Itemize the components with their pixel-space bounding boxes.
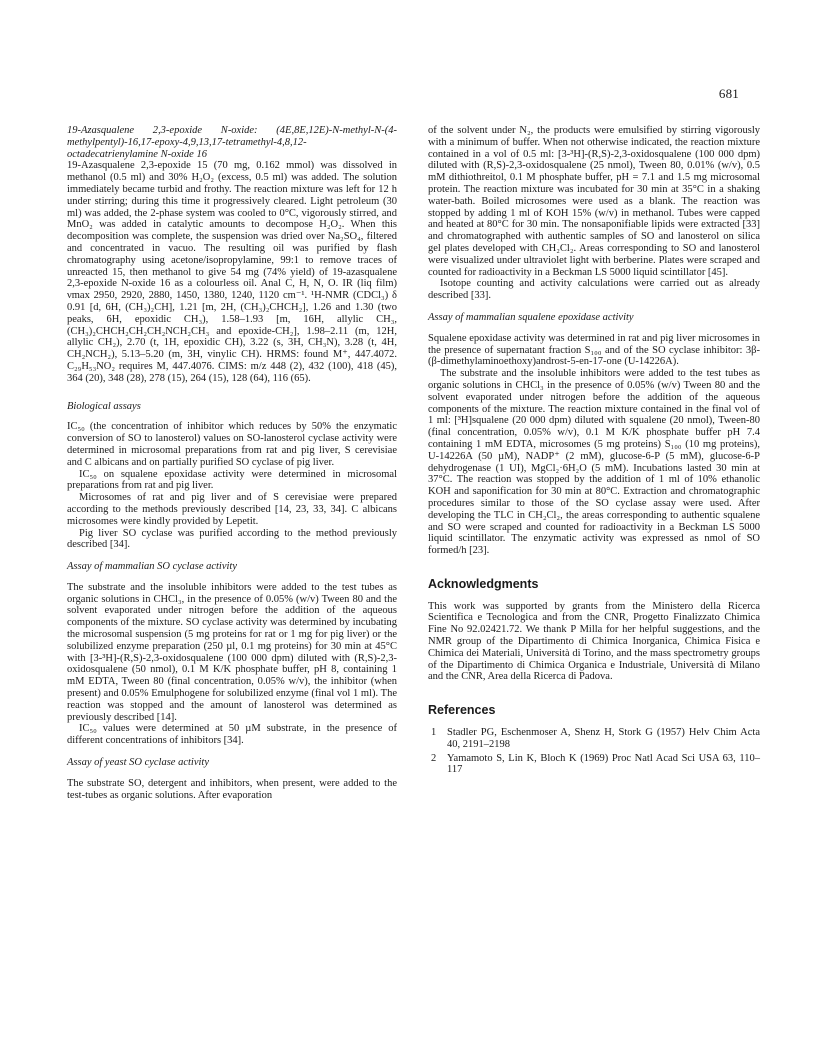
reference-text: Yamamoto S, Lin K, Bloch K (1969) Proc Natl Acad Sci USA 63, 110–117 [447, 752, 760, 776]
bio-paragraph-3: Microsomes of rat and pig liver and of S cerevisiae were prepared according to the methods previously described [14, 23, 33, 34]. C albicans microsomes were kindly provided by Lepetit. [67, 492, 397, 527]
reference-item [428, 727, 760, 751]
mammalian-cyclase-heading: Assay of mammalian SO cyclase activity [67, 561, 237, 573]
right-column [428, 125, 760, 778]
squalene-epoxidase-heading: Assay of mammalian squalene epoxidase activity [428, 311, 634, 323]
continued-paragraph-1: of the solvent under N₂, the products were emulsified by stirring vigorously with a minimum of buffer. When not otherwise indicated, the reaction mixture contained in a vol of 0.5 ml: [3-³H]-(R,S)-2,3-oxidosqualene (100 000 dpm) diluted with (R,S)-2,3-oxidosqualene (25 nmol), Tween 80, 0.01% (w/v), 0.5 mM dithiothreitol, 0.1 M phosphate buffer, pH = 7.1 and 1.5 mg microsomal protein. The reaction mixture was incubated for 30 min at 35°C in a shaking water-bath. Boiled microsomes were used as a blank. The reaction was stopped by adding 1 ml of KOH 15% (w/v) in methanol. Tubes were capped and heated at 80°C for 30 min. The nonsaponifiable lipids were extracted [33] and chromatographed with authentic samples of SO and lanosterol on silica gel plates developed with CH₂Cl₂. Areas corresponding to SO and lanosterol were visualized under ultraviolet light with berberine. Plates were scraped and counted for radioactivity in a Beckman LS 5000 liquid scintillator [45]. [428, 125, 760, 278]
compound-title: 19-Azasqualene 2,3-epoxide N-oxide: (4E,8E,12E)-N-methyl-N-(4-methylpentyl)-16,17-epoxy-4,9,13,17-tetramethyl-4,8,12-octadecatrienylamine N-oxide 16 [67, 125, 397, 160]
continued-paragraph-2: Isotope counting and activity calculations were carried out as already described [33]. [428, 278, 760, 302]
left-column [67, 125, 397, 801]
reference-item [428, 753, 760, 777]
squalene-paragraph-1: Squalene epoxidase activity was determined in rat and pig liver microsomes in the presence of supernatant fraction S₁₀₀ and of the SO cyclase inhibitor: 3β-(β-dimethylaminoethoxy)androst-5-en-17-one (U-14226A). [428, 332, 760, 368]
mammalian-paragraph-1: The substrate and the insoluble inhibitors were added to the test tubes as organic solutions in CHCl₃, in the presence of 0.05% (w/v) Tween 80 and the solvent evaporated under nitrogen before the addition of the aqueous components of the mixture. SO cyclase activity was determined by incubating the microsomal suspension (5 mg proteins for rat or 1 mg for pig liver) or the solubilized enzyme preparation (250 µl, 0.1 mg proteins) for 30 min at 45°C with [3-³H]-(R,S)-2,3-oxidosqualene (100 000 dpm) diluted with (R,S)-2,3-oxidosqualene (50 nmol), 0.1 M K/K phosphate buffer, pH 8, containing 1 mM EDTA, Tween 80 (final concentration, 0.05% w/v), the inhibitor (when present) and 0.05% Emulphogene for solubilized enzyme (final vol 1 ml). The reaction was stopped and the amount of lanosterol was determined as previously described [14]. [67, 581, 397, 723]
yeast-paragraph-1: The substrate SO, detergent and inhibitors, when present, were added to the test-tubes as organic solutions. After evaporation [67, 777, 397, 801]
bio-paragraph-2: IC₅₀ on squalene epoxidase activity were determined in microsomal preparations from rat and pig liver. [67, 468, 397, 492]
bio-paragraph-1: IC₅₀ (the concentration of inhibitor which reduces by 50% the enzymatic conversion of SO to lanosterol) values on SO-lanosterol cyclase activity were determined in microsomal preparations from rat and pig liver, S cerevisiae and C albicans and on partially purified SO cyclase of pig liver. [67, 421, 397, 468]
reference-text: Stadler PG, Eschenmoser A, Shenz H, Stork G (1957) Helv Chim Acta 40, 2191–2198 [447, 727, 760, 750]
reference-list [428, 727, 760, 776]
bio-paragraph-4: Pig liver SO cyclase was purified according to the method previously described [34]. [67, 527, 397, 551]
biological-assays-heading: Biological assays [67, 400, 141, 412]
squalene-paragraph-2: The substrate and the insoluble inhibitors were added to the test tubes as organic solutions in CHCl₃ in the presence of 0.05% (w/v) Tween 80 and the solvent evaporated under nitrogen before the addition of the aqueous components of the mixture. The reaction mixture contained in the final vol of 1 ml: [³H]squalene (20 000 dpm) diluted with squalene (20 nmol), Tween-80 (final concentration, 0.05% w/v), 0.1 M K/K phosphate buffer pH 7.4 containing 1 mM EDTA, microsomes (5 mg proteins) S₁₀₀ (10 mg proteins), U-14226A (50 µM), NADP⁺ (2 mM), glucose-6-P (5 mM), glucose-6-P dehydrogenase (1 UI), MgCl₂·6H₂O (5 mM). Incubations lasted 30 min at 37°C. The reaction was stopped by the addition of 1 ml of 10% ethanolic KOH and saponification for 30 min at 80°C. Extraction and chromatographic procedures similar to those of the SO cyclase assay were used. After developing the TLC in CH₂Cl₂, the areas corresponding to authentic squalene and SO were scraped and counted for radioactivity in a Beckman LS 5000 liquid scintillator. The enzymatic activity was expressed as nmol of SO formed/h [23]. [428, 368, 760, 557]
mammalian-paragraph-2: IC₅₀ values were determined at 50 µM substrate, in the presence of different concentrations of inhibitors [34]. [67, 723, 397, 747]
compound-body: 19-Azasqualene 2,3-epoxide 15 (70 mg, 0.162 mmol) was dissolved in methanol (0.5 ml) and 30% H₂O₂ (excess, 0.5 ml) was added. The solution immediately became turbid and frothy. The reaction mixture was left for 12 h under stirring; during this time it progressively cleared. Light petroleum (30 ml) was added, the 2-phase system was cooled to 0°C, vigorously stirred, and MnO₂ was added in catalytic amounts to decompose H₂O₂. When this decomposition was complete, the suspension was dried over Na₂SO₄, filtered and concentrated in vacuo. The resulting oil was purified by flash chromatography using acetone/isopropylamine, 99:1 to remove traces of unreacted 15, then methanol to give 54 mg (74% yield) of 19-azasqualene 2,3-epoxide N-oxide 16 as a colourless oil. Anal C, H, N, O. IR (liq film) νmax 2950, 2920, 2880, 1450, 1380, 1240, 1120 cm⁻¹. ¹H-NMR (CDCl₃) δ 0.91 [d, 6H, (CH₃)₂CH], 1.21 [m, 2H, (CH₃)₂CHCH₂], 1.26 and 1.30 (two peaks, 6H, epoxidic CH₃), 1.58–1.93 [m, 16H, allylic CH₃, (CH₃)₂CHCH₂CH₂CH₂NCH₂CH₃ and epoxide-CH₂], 1.98–2.11 (m, 12H, allylic CH₂), 2.70 (t, 1H, epoxidic CH), 3.22 (s, 3H, CH₃N), 3.28 (t, 4H, CH₂NCH₂), 5.13–5.20 (m, 3H, vinylic CH). HRMS: found M⁺, 447.4072. C₂₉H₅₃NO₂ requires M, 447.4076. CIMS: m/z 448 (2), 432 (100), 418 (45), 364 (20), 348 (28), 278 (15), 264 (15), 128 (64), 116 (65). [67, 160, 397, 384]
reference-number: 1 [431, 727, 437, 739]
page-number: 681 [718, 86, 739, 101]
yeast-cyclase-heading: Assay of yeast SO cyclase activity [67, 757, 209, 769]
acknowledgments-text: This work was supported by grants from the Ministero della Ricerca Scientifica e Tecnologica and from the CNR, Progetto Finalizzato Chimica Fine No 92.02421.72. We thank P Milla for her helpful suggestions, and the NMR group of the Dipartimento di Chimica Inorganica, Chimica Fisica e Chimica dei Materiali, Università di Torino, and the mass spectrometry groups of the Dipartimento di Chimica Organica e Industriale, Università di Milano and the CNR, Area della Ricerca di Padova. [428, 600, 760, 683]
references-heading: References [428, 703, 496, 718]
acknowledgments-heading: Acknowledgments [428, 576, 539, 591]
reference-number: 2 [431, 752, 437, 764]
